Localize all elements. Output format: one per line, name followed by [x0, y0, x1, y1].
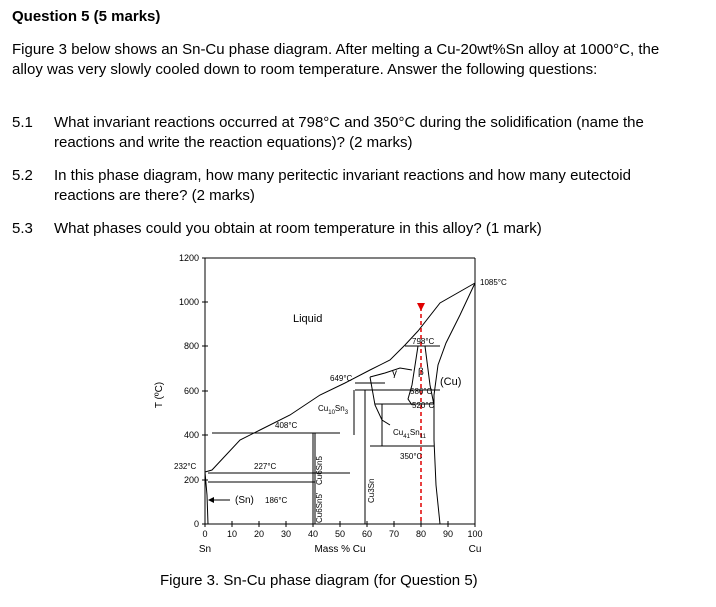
- x-tick-label: 50: [334, 529, 346, 539]
- beta-boundary: [408, 346, 418, 405]
- y-tick-label: 800: [183, 341, 199, 351]
- x-tick-label: 40: [307, 529, 319, 539]
- arrow-down-icon: [417, 303, 425, 311]
- question-title: Question 5 (5 marks): [12, 8, 161, 25]
- gamma-dome: [370, 368, 412, 425]
- label-gamma: γ: [392, 368, 397, 379]
- label-cu6sn5: Cu6Sn5: [315, 456, 324, 485]
- figure-caption: Figure 3. Sn-Cu phase diagram (for Question 5): [160, 572, 478, 589]
- y-tick-label: 1200: [178, 253, 199, 263]
- x-tick-label: 30: [280, 529, 292, 539]
- x-left-label: Sn: [198, 544, 212, 555]
- x-axis-label: Mass % Cu: [314, 544, 366, 555]
- label-649: 649°C: [330, 374, 353, 383]
- label-227: 227°C: [254, 462, 277, 471]
- label-586: 586°C: [410, 387, 433, 396]
- item-text: In this phase diagram, how many peritectic invariant reactions and how many eutectoid reactions are there? (2 marks): [54, 167, 631, 204]
- label-408: 408°C: [275, 421, 298, 430]
- label-232: 232°C: [174, 462, 197, 471]
- y-tick-label: 400: [183, 430, 199, 440]
- item-number: 5.2: [12, 167, 33, 184]
- y-tick-label: 1000: [178, 297, 199, 307]
- x-right-label: Cu: [468, 544, 482, 555]
- label-520: 520°C: [412, 401, 435, 410]
- label-cu3sn: Cu3Sn: [367, 478, 376, 503]
- x-tick-label: 20: [253, 529, 265, 539]
- item-number: 5.3: [12, 220, 33, 237]
- question-intro: Figure 3 below shows an Sn-Cu phase diagram. After melting a Cu-20wt%Sn alloy at 1000°C, the alloy was very slowly cooled down to room temperature. Answer the following questions:: [12, 41, 660, 78]
- x-tick-label: 70: [388, 529, 400, 539]
- x-tick-label: 60: [361, 529, 373, 539]
- cu-solidus: [434, 283, 475, 524]
- x-tick-label: 80: [415, 529, 427, 539]
- label-798: 798°C: [412, 337, 435, 346]
- label-186: 186°C: [265, 496, 288, 505]
- item-number: 5.1: [12, 114, 33, 131]
- x-tick-label: 90: [442, 529, 454, 539]
- beta-right: [425, 346, 434, 405]
- y-axis-label: T (ºC): [154, 381, 165, 409]
- label-liquid: Liquid: [293, 313, 323, 325]
- label-beta: β: [418, 367, 424, 378]
- y-tick-label: 200: [183, 475, 199, 485]
- item-text: What invariant reactions occurred at 798°C and 350°C during the solidification (name the reactions and write the reaction equations)? (2 marks): [54, 114, 644, 151]
- label-350: 350°C: [400, 452, 423, 461]
- x-tick-label: 100: [467, 529, 483, 539]
- label-sn-phase: (Sn): [235, 495, 254, 506]
- x-tick-label: 10: [226, 529, 238, 539]
- label-cu41sn11: $Cu_{41}Sn_{11}$: [393, 428, 426, 440]
- x-tick-label: 0: [202, 529, 208, 539]
- phase-diagram: [150, 245, 530, 567]
- y-tick-label: 600: [183, 386, 199, 396]
- label-cu-phase: (Cu): [440, 376, 462, 388]
- label-cu10sn3: $Cu_{10}Sn_3$: [318, 404, 349, 416]
- arrow-left-icon: [208, 497, 214, 503]
- label-cu6sn5-prime: Cu6Sn5': [315, 492, 324, 523]
- label-1085: 1085°C: [480, 278, 507, 287]
- item-text: What phases could you obtain at room temperature in this alloy? (1 mark): [54, 220, 542, 237]
- y-tick-label: 0: [193, 519, 199, 529]
